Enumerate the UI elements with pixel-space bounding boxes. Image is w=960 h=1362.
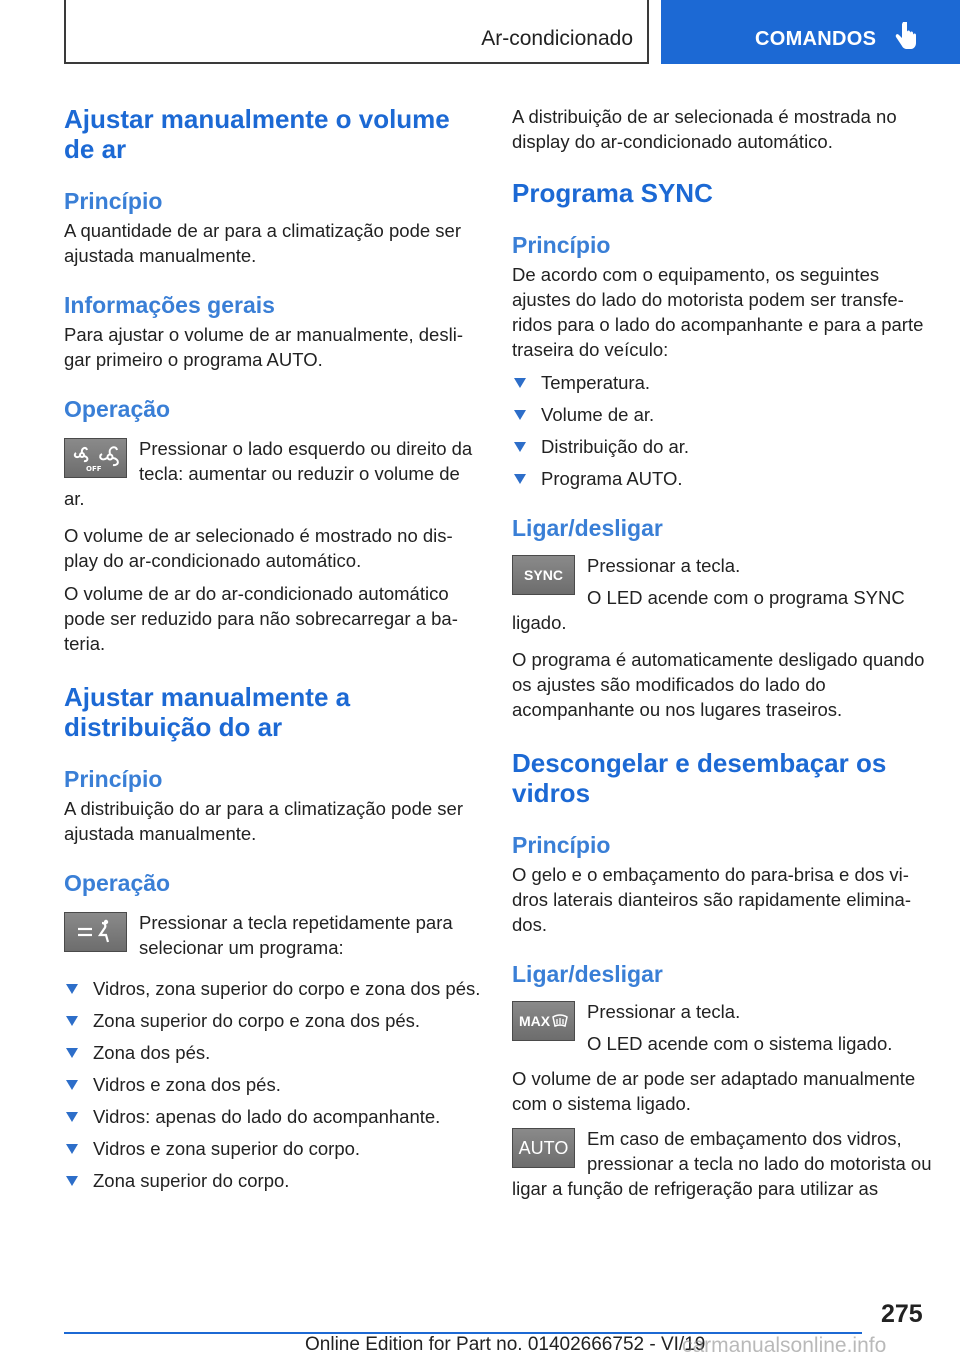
list-item: Distribuição do ar.: [512, 434, 932, 459]
bullet-triangle-icon: [66, 1016, 78, 1026]
paragraph-max-volume: O volume de ar pode ser adaptado manualmente com o sistema ligado.: [512, 1068, 916, 1114]
list-item: Programa AUTO.: [512, 466, 932, 491]
paragraph-principio-desc: O gelo e o embaçamento do para-brisa e dos vi-dros laterais dianteiros são rapidamente elimina-dos.: [512, 864, 911, 935]
paragraph-sync-auto-off: O programa é automaticamente desligado quando os ajustes são modificados do lado do acompanhante ou nos lugares traseiros.: [512, 649, 925, 720]
windshield-defrost-icon: [552, 1013, 568, 1029]
right-column: [512, 100, 932, 1201]
bullet-triangle-icon: [66, 1144, 78, 1154]
max-button-label: MAX: [518, 1013, 551, 1029]
heading-sync: Programa SYNC: [512, 178, 713, 208]
bullet-triangle-icon: [514, 442, 526, 452]
sync-button-image: SYNC: [512, 555, 575, 595]
list-item: Vidros e zona superior do corpo.: [64, 1136, 484, 1161]
distribution-button-block: [64, 910, 484, 960]
paragraph-operacao-distribuicao: Pressionar a tecla repetidamente para selecionar um programa:: [139, 912, 453, 958]
paragraph-principio-sync: De acordo com o equipamento, os seguintes ajustes do lado do motorista podem ser transfe-ridos para o lado do acompanhante e para a parte traseira do veículo:: [512, 264, 924, 360]
heading-distribuicao: Ajustar manualmente a distribuição do ar: [64, 682, 351, 742]
heading-principio: Princípio: [64, 188, 163, 214]
left-column: [64, 100, 484, 1193]
page-number: 275: [881, 1300, 923, 1328]
bullet-triangle-icon: [514, 410, 526, 420]
heading-descongelar: Descongelar e desembaçar os vidros: [512, 748, 887, 808]
paragraph-auto: Em caso de embaçamento dos vidros, pressionar a tecla no lado do motorista ou ligar a função de refrigeração para utilizar as: [512, 1128, 932, 1199]
heading-informacoes: Informações gerais: [64, 292, 275, 318]
auto-button-image: AUTO: [512, 1128, 575, 1168]
list-item: Vidros, zona superior do corpo e zona dos pés.: [64, 976, 484, 1001]
heading-principio-desc: Princípio: [512, 832, 611, 858]
paragraph-sync-led: O LED acende com o programa SYNC ligado.: [512, 587, 905, 633]
auto-button-block: [512, 1126, 932, 1201]
list-item: Vidros e zona dos pés.: [64, 1072, 484, 1097]
fan-button-image: [64, 438, 127, 478]
program-list: [64, 976, 484, 1193]
paragraph-informacoes: Para ajustar o volume de ar manualmente, desli-gar primeiro o programa AUTO.: [64, 324, 463, 370]
header-section-title: Ar-condicionado: [481, 27, 633, 50]
heading-principio-sync: Princípio: [512, 232, 611, 258]
bullet-triangle-icon: [66, 1112, 78, 1122]
bullet-triangle-icon: [66, 1048, 78, 1058]
bullet-triangle-icon: [514, 474, 526, 484]
heading-operacao-2: Operação: [64, 870, 171, 896]
pointing-hand-icon: [895, 22, 917, 52]
paragraph-distribuicao-display: A distribuição de ar selecionada é mostrada no display do ar-condicionado automático.: [512, 106, 897, 152]
footer-edition: Online Edition for Part no. 01402666752 - VI/19: [305, 1334, 706, 1355]
sync-list: [512, 370, 932, 491]
air-distribution-icon: [68, 917, 124, 947]
fan-icon: [68, 443, 124, 473]
header-chapter-tab[interactable]: [661, 0, 960, 64]
bullet-triangle-icon: [66, 1176, 78, 1186]
header-section-box: [64, 0, 649, 64]
bullet-triangle-icon: [66, 984, 78, 994]
paragraph-operacao-fan: Pressionar o lado esquerdo ou direito da tecla: aumentar ou reduzir o volume de ar.: [64, 438, 473, 509]
list-item: Zona superior do corpo.: [64, 1168, 484, 1193]
paragraph-volume-reduzido: O volume de ar do ar-condicionado automático pode ser reduzido para não sobrecarregar a ba-teria.: [64, 583, 458, 654]
bullet-triangle-icon: [66, 1080, 78, 1090]
sync-button-block: [512, 553, 932, 635]
list-item: Zona superior do corpo e zona dos pés.: [64, 1008, 484, 1033]
heading-ligar-desc: Ligar/desligar: [512, 961, 663, 987]
paragraph-principio: A quantidade de ar para a climatização pode ser ajustada manualmente.: [64, 220, 461, 266]
header-chapter-title: COMANDOS: [755, 28, 877, 50]
heading-ligar-sync: Ligar/desligar: [512, 515, 663, 541]
heading-volume: Ajustar manualmente o volume de ar: [64, 104, 450, 164]
paragraph-volume-display: O volume de ar selecionado é mostrado no dis-play do ar-condicionado automático.: [64, 525, 453, 571]
max-button-block: [512, 999, 932, 1056]
watermark: carmanualsonline.info: [682, 1334, 887, 1357]
heading-principio-2: Princípio: [64, 766, 163, 792]
list-item: Volume de ar.: [512, 402, 932, 427]
max-defrost-button-image: [512, 1001, 575, 1041]
svg-text:OFF: OFF: [85, 465, 102, 473]
paragraph-max-led: O LED acende com o sistema ligado.: [587, 1033, 893, 1054]
list-item: Temperatura.: [512, 370, 932, 395]
fan-button-block: [64, 436, 484, 511]
bullet-triangle-icon: [514, 378, 526, 388]
heading-operacao: Operação: [64, 396, 171, 422]
list-item: Zona dos pés.: [64, 1040, 484, 1065]
distribution-button-image: [64, 912, 127, 952]
paragraph-sync-press: Pressionar a tecla.: [587, 555, 741, 576]
paragraph-max-press: Pressionar a tecla.: [587, 1001, 741, 1022]
paragraph-principio-2: A distribuição do ar para a climatização pode ser ajustada manualmente.: [64, 798, 463, 844]
list-item: Vidros: apenas do lado do acompanhante.: [64, 1104, 484, 1129]
